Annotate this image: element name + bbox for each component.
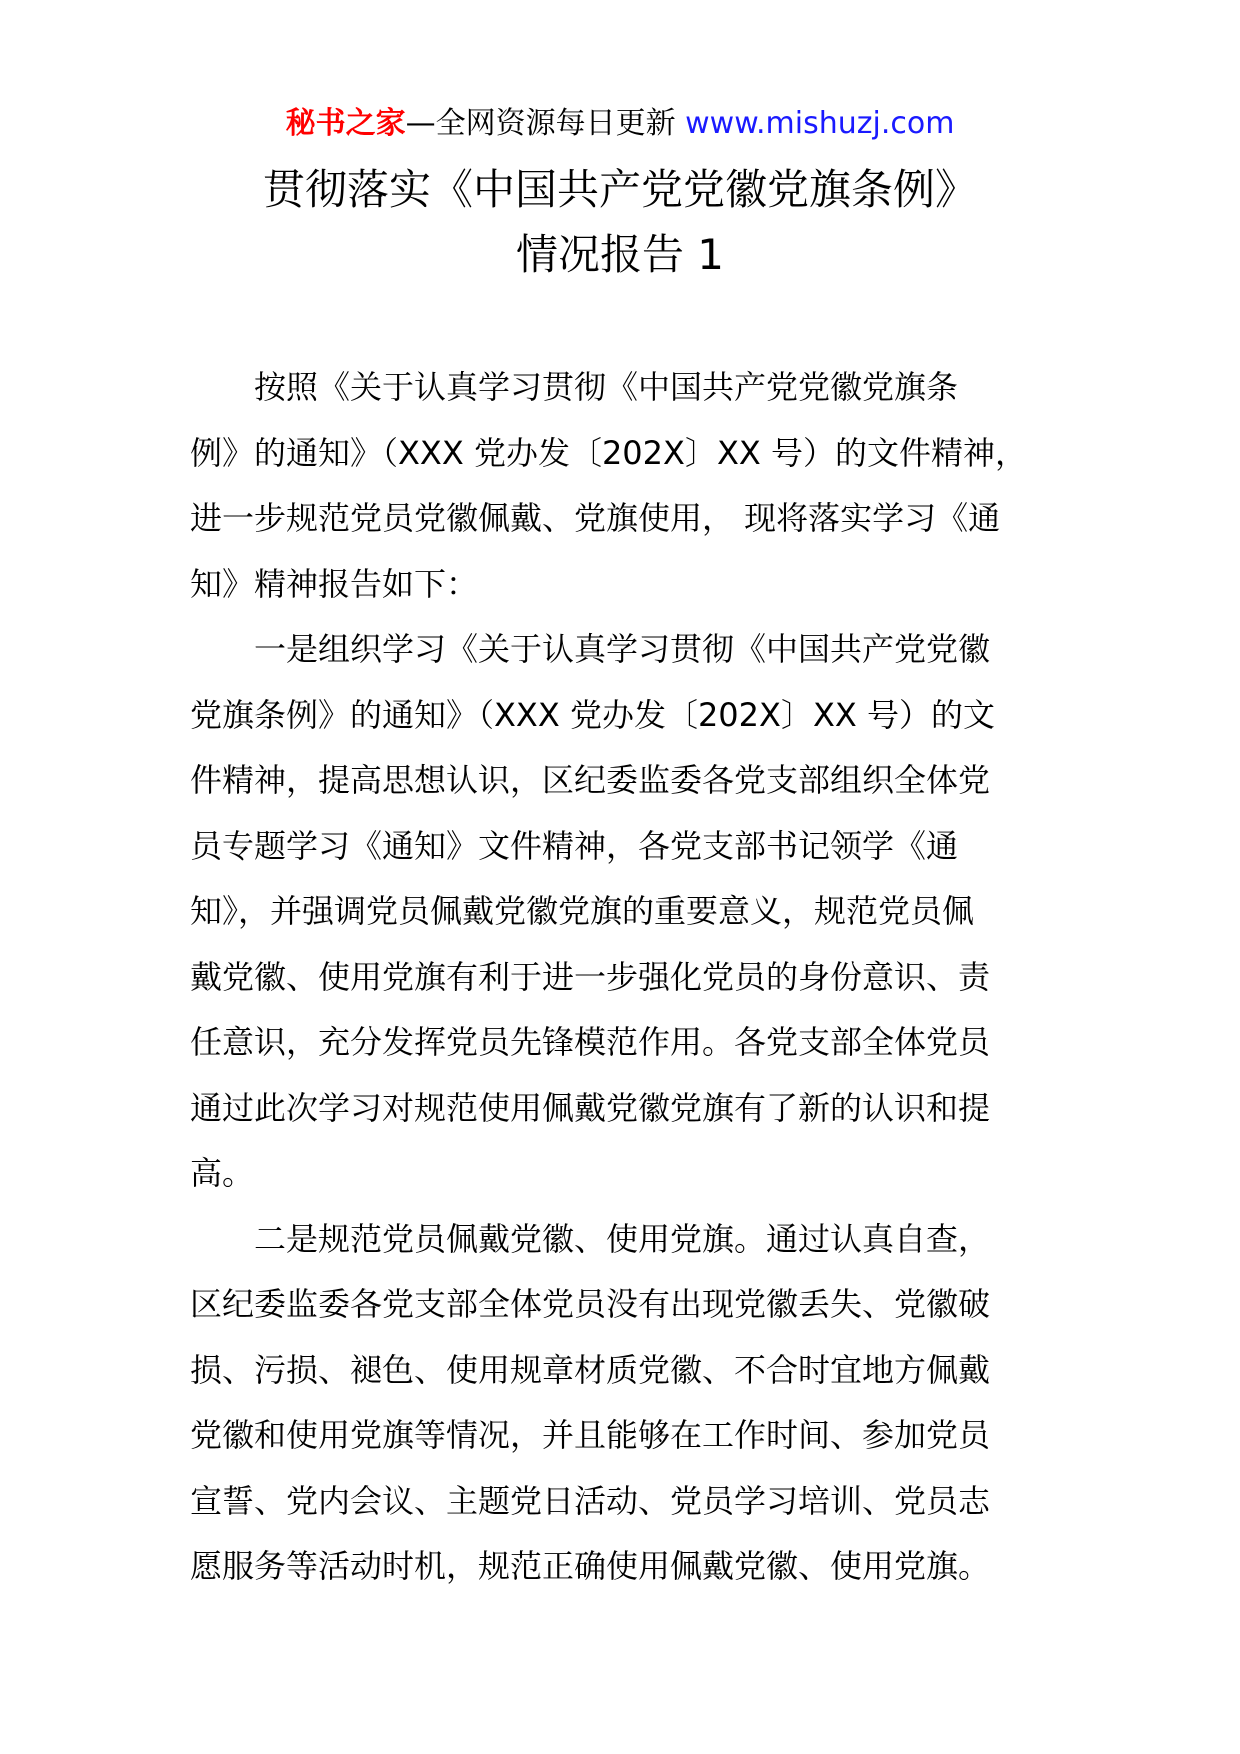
- text-line: 件精神，提高思想认识，区纪委监委各党支部组织全体党: [190, 761, 991, 799]
- text-line: 按照《关于认真学习贯彻《中国共产党党徽党旗条: [254, 368, 959, 406]
- document-body: [190, 355, 1070, 1600]
- text-line: 知》，并强调党员佩戴党徽党旗的重要意义，规范党员佩: [190, 892, 975, 930]
- text-line: 党旗条例》的通知》（XXX 党办发〔202X〕XX 号）的文: [190, 695, 995, 734]
- text-line: 宣誓、党内会议、主题党日活动、党员学习培训、党员志: [190, 1481, 991, 1520]
- text-line: 知》精神报告如下：: [190, 564, 479, 603]
- text-line: 损、污损、褪色、使用规章材质党徽、不合时宜地方佩戴: [190, 1350, 991, 1389]
- text-line: 党徽和使用党旗等情况，并且能够在工作时间、参加党员: [190, 1416, 991, 1454]
- document-title-line-1: 贯彻落实《中国共产党党徽党旗条例》: [262, 165, 977, 214]
- paragraph-point-two: [190, 1207, 1070, 1600]
- text-line: 通过此次学习对规范使用佩戴党徽党旗有了新的认识和提: [190, 1088, 991, 1127]
- text-line: 二是规范党员佩戴党徽、使用党旗。通过认真自查，: [254, 1219, 991, 1258]
- paragraph-intro: [190, 355, 1070, 617]
- site-header: [0, 100, 1240, 148]
- text-line: 戴党徽、使用党旗有利于进一步强化党员的身份意识、责: [190, 957, 991, 996]
- text-line: 高。: [190, 1154, 255, 1192]
- text-line: 任意识，充分发挥党员先锋模范作用。各党支部全体党员: [190, 1023, 991, 1061]
- text-line: 员专题学习《通知》文件精神，各党支部书记领学《通: [190, 826, 959, 865]
- text-line: 例》的通知》（XXX 党办发〔202X〕XX 号）的文件精神，: [190, 433, 1027, 472]
- document-title-line-2: 情况报告 1: [515, 230, 725, 279]
- text-line: 进一步规范党员党徽佩戴、党旗使用， 现将落实学习《通: [190, 499, 1001, 537]
- paragraph-point-one: [190, 617, 1070, 1207]
- site-url-link[interactable]: www.mishuzj.com: [685, 106, 955, 141]
- text-line: 区纪委监委各党支部全体党员没有出现党徽丢失、党徽破: [190, 1285, 991, 1323]
- text-line: 愿服务等活动时机，规范正确使用佩戴党徽、使用党旗。: [190, 1547, 991, 1585]
- header-tagline: —全网资源每日更新: [405, 106, 686, 141]
- text-line: 一是组织学习《关于认真学习贯彻《中国共产党党徽: [254, 630, 991, 668]
- brand-name: 秘书之家: [285, 106, 406, 141]
